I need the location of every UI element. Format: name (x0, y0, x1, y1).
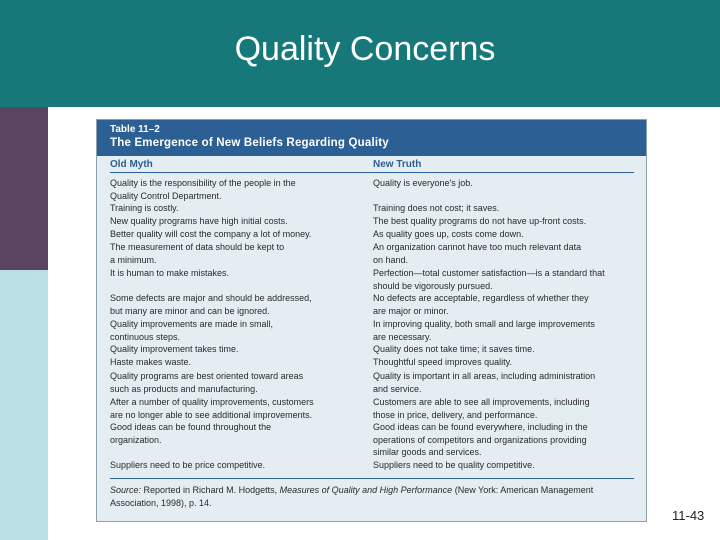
old-myth-cell: Training is costly. (110, 203, 179, 213)
old-myth-cell: Quality is the responsibility of the people in the Quality Control Department. (110, 178, 296, 201)
source-work-title: Measures of Quality and High Performance (279, 485, 453, 495)
old-myth-cell: Better quality will cost the company a lot of money. (110, 229, 312, 239)
new-truth-cell: Training does not cost; it saves. (373, 203, 500, 213)
table-title: The Emergence of New Beliefs Regarding Quality (110, 137, 389, 149)
old-myth-cell: New quality programs have high initial costs. (110, 216, 288, 226)
new-truth-cell: Quality is everyone's job. (373, 178, 473, 188)
old-myth-cell: Suppliers need to be price competitive. (110, 460, 266, 470)
new-truth-cell: No defects are acceptable, regardless of whether they are major or minor. (373, 293, 589, 316)
table-header-band (97, 120, 646, 156)
footer-rule (110, 478, 634, 479)
new-truth-cell: In improving quality, both small and large improvements are necessary. (373, 319, 595, 342)
source-label: Source: (110, 485, 142, 495)
old-myth-cell: Quality improvements are made in small, continuous steps. (110, 319, 274, 342)
old-myth-cell: It is human to make mistakes. (110, 268, 230, 278)
old-myth-cell: Quality improvement takes time. (110, 344, 239, 354)
header-rule (110, 172, 634, 173)
accent-bar-cyan (0, 270, 48, 540)
table-panel (96, 119, 647, 522)
new-truth-cell: Thoughtful speed improves quality. (373, 357, 512, 367)
accent-bar-purple (0, 107, 48, 270)
source-text-before: Reported in Richard M. Hodgetts, (141, 485, 280, 495)
source-text-after: (New York: American Management Association, 1998), p. 14. (110, 485, 594, 508)
new-truth-cell: Customers are able to see all improvements, including those in price, delivery, and performance. (373, 397, 590, 420)
new-truth-cell: Perfection—total customer satisfaction—is a standard that should be vigorously pursued. (373, 268, 605, 291)
old-myth-cell: Some defects are major and should be addressed, but many are minor and can be ignored. (110, 293, 312, 316)
new-truth-cell: The best quality programs do not have up-front costs. (373, 216, 587, 226)
new-truth-cell: An organization cannot have too much relevant data on hand. (373, 242, 582, 265)
new-truth-cell: Quality does not take time; it saves time. (373, 344, 535, 354)
table-number: Table 11–2 (110, 124, 160, 135)
new-truth-cell: Suppliers need to be quality competitive. (373, 460, 535, 470)
old-myth-cell: Haste makes waste. (110, 357, 192, 367)
new-truth-cell: Quality is important in all areas, including administration and service. (373, 371, 596, 394)
column-header-new-truth: New Truth (373, 159, 422, 170)
title-bar (0, 0, 720, 107)
old-myth-cell: The measurement of data should be kept to a minimum. (110, 242, 285, 265)
table-source-note (110, 484, 640, 509)
old-myth-cell: Good ideas can be found throughout the organization. (110, 422, 272, 445)
new-truth-cell: Good ideas can be found everywhere, including in the operations of competitors and organizations providing similar goods and services. (373, 422, 588, 457)
old-myth-cell: After a number of quality improvements, customers are no longer able to see additional improvements. (110, 397, 314, 420)
slide-title: Quality Concerns (234, 30, 496, 68)
new-truth-cell: As quality goes up, costs come down. (373, 229, 524, 239)
page-number: 11-43 (672, 508, 705, 523)
old-myth-cell: Quality programs are best oriented toward areas such as products and manufacturing. (110, 371, 304, 394)
column-header-old-myth: Old Myth (110, 159, 153, 170)
